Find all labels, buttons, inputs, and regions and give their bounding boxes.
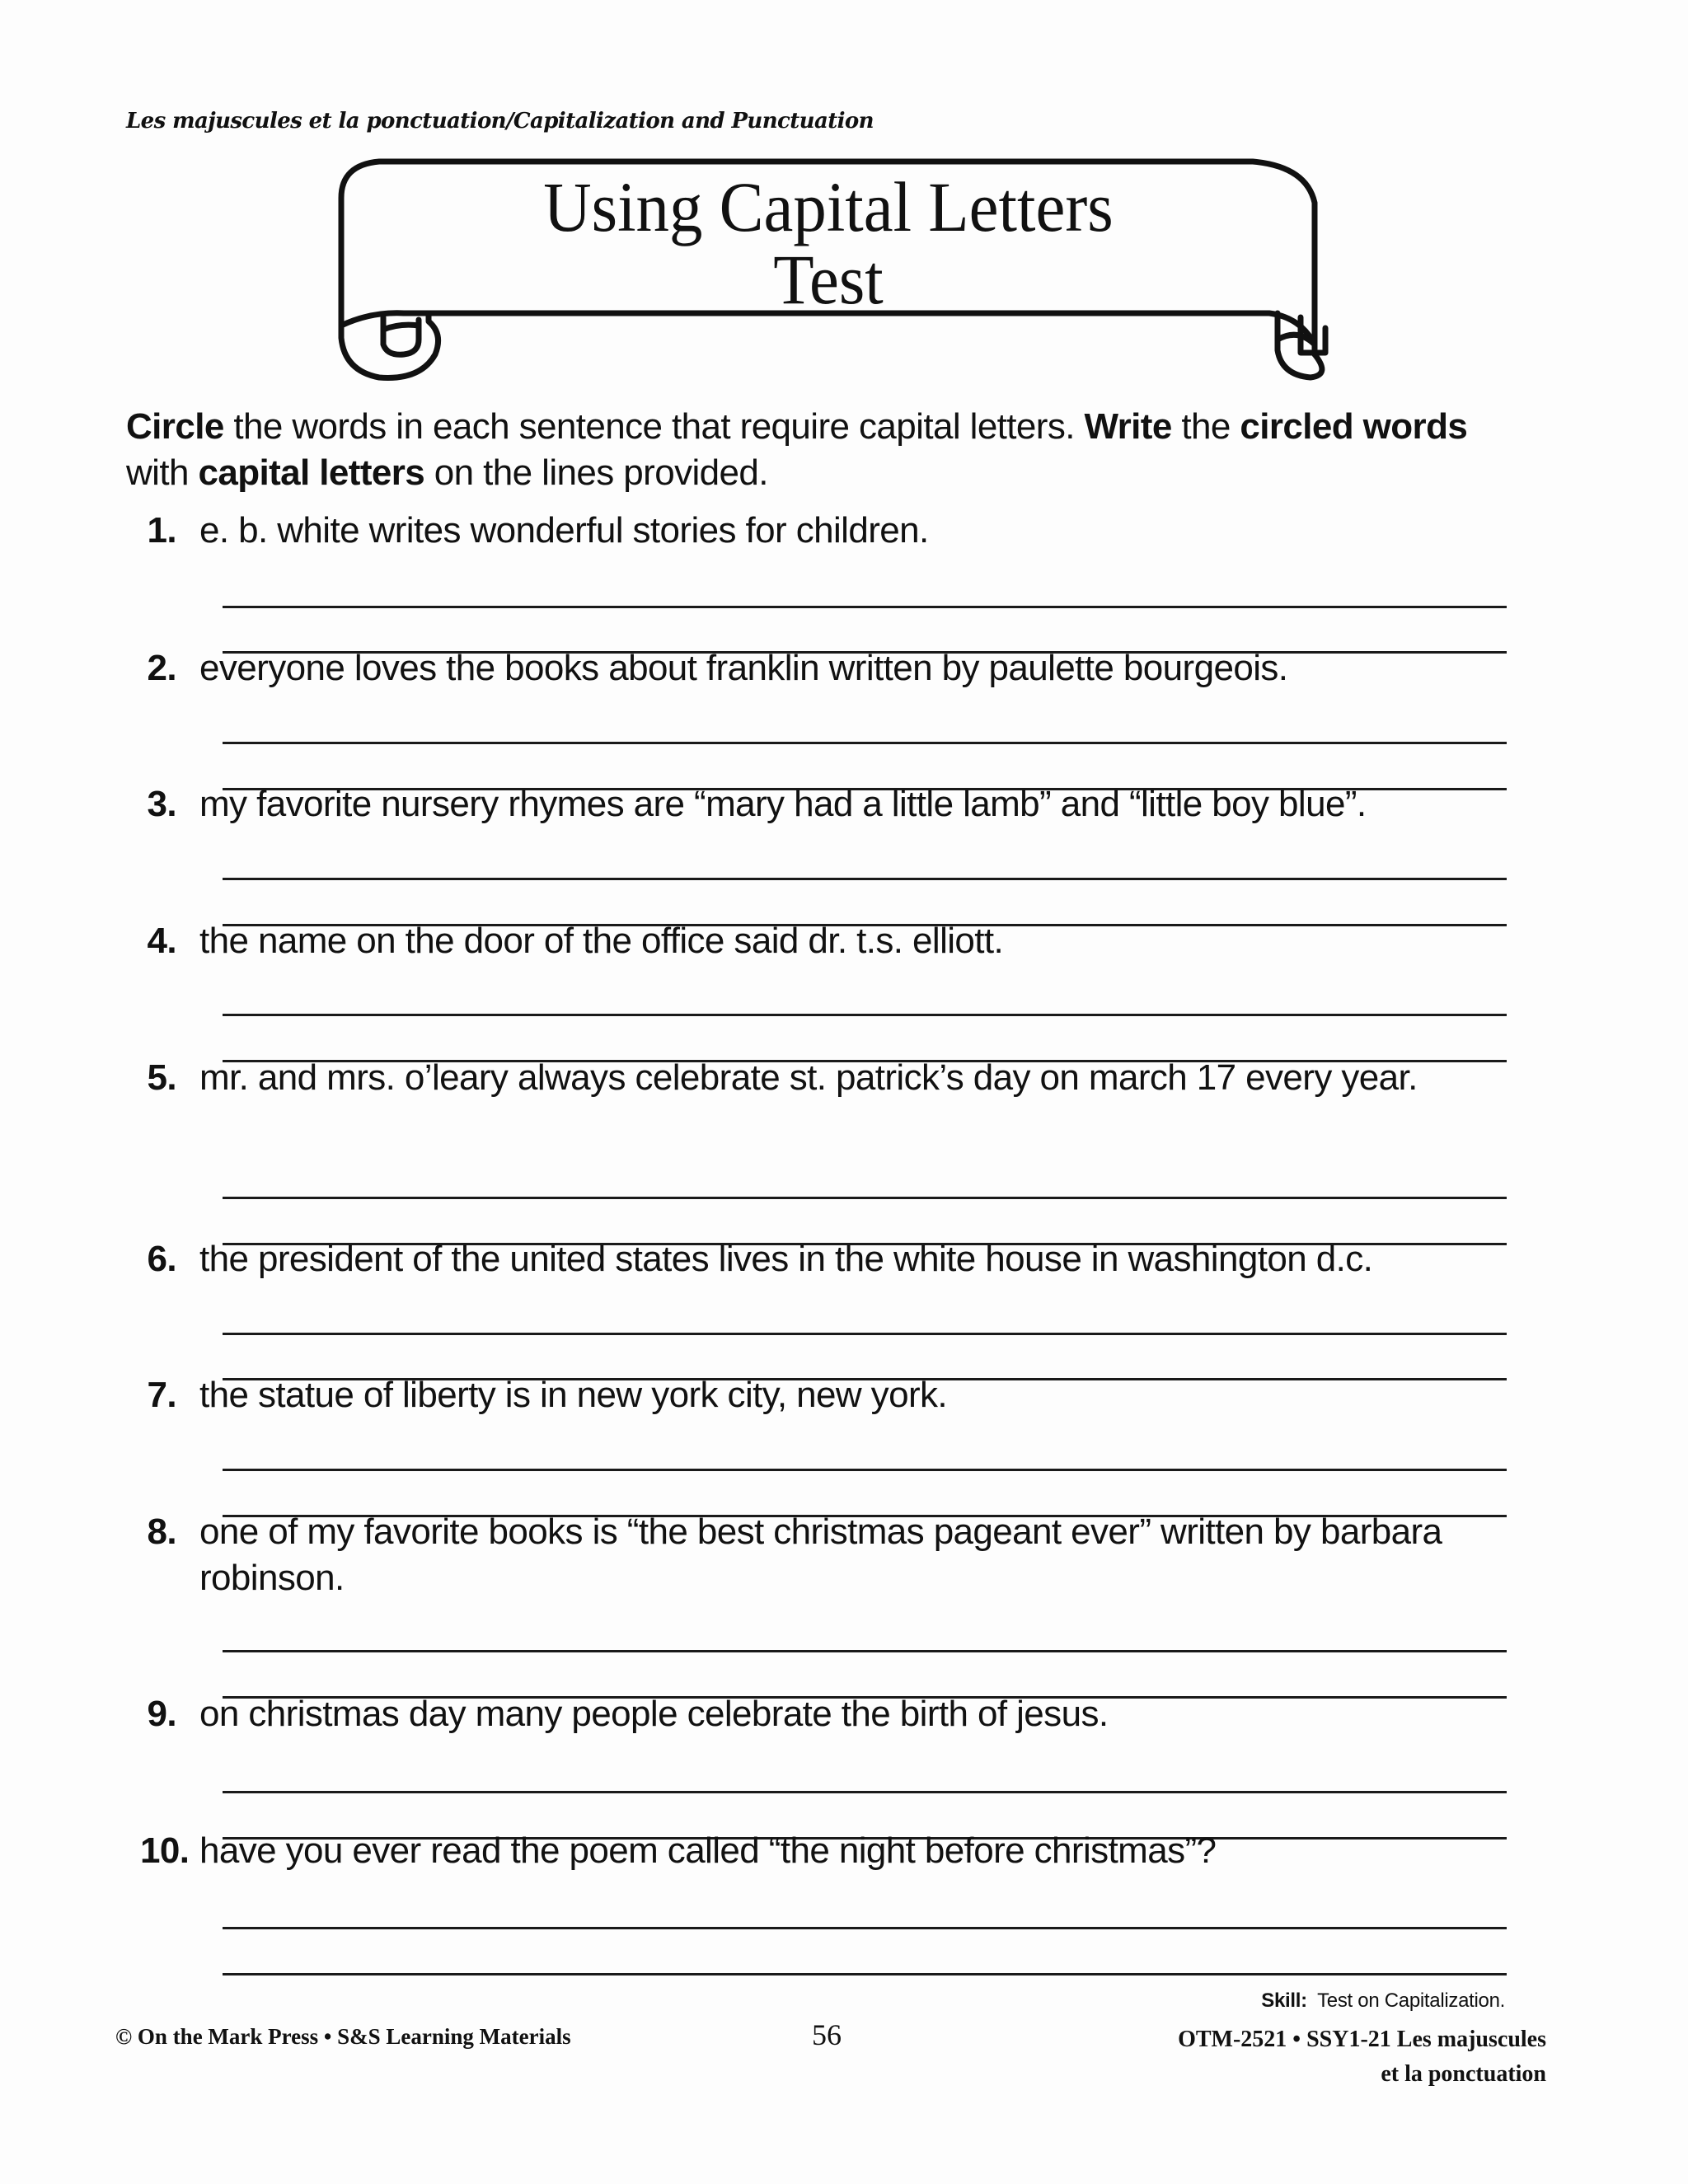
question-text: have you ever read the poem called “the night before christmas”? xyxy=(199,1830,1217,1871)
instruction-text: the xyxy=(1171,406,1240,447)
answer-line[interactable] xyxy=(223,1469,1507,1471)
instruction-emphasis: capital letters xyxy=(198,452,425,493)
question-number: 3. xyxy=(147,784,176,824)
skill-note xyxy=(1261,1990,1505,2013)
question-number: 6. xyxy=(147,1239,176,1279)
skill-value: Test on Capitalization. xyxy=(1306,1990,1505,2012)
question-text: everyone loves the books about franklin written by paulette bourgeois. xyxy=(199,648,1288,688)
question-text: on christmas day many people celebrate the birth of jesus. xyxy=(199,1694,1109,1734)
answer-line[interactable] xyxy=(223,1973,1507,1975)
answer-line[interactable] xyxy=(223,1650,1507,1652)
question-text: the president of the united states lives in the white house in washington d.c. xyxy=(199,1239,1373,1279)
worksheet-title: Using Capital Letters xyxy=(543,167,1114,246)
question-number: 4. xyxy=(147,921,176,961)
question-number: 10. xyxy=(140,1830,190,1871)
skill-label: Skill: xyxy=(1261,1990,1307,2012)
answer-line[interactable] xyxy=(223,1791,1507,1793)
answer-line[interactable] xyxy=(223,742,1507,744)
instruction-emphasis: Circle xyxy=(126,406,224,447)
question-number: 2. xyxy=(147,648,176,688)
worksheet-subtitle: Test xyxy=(773,240,884,319)
question-number: 9. xyxy=(147,1694,176,1734)
question-text: the statue of liberty is in new york city, new york. xyxy=(199,1375,948,1415)
question-text: the name on the door of the office said dr. t.s. elliott. xyxy=(199,921,1004,961)
instruction-text: the words in each sentence that require capital letters. xyxy=(223,406,1085,447)
question-number: 1. xyxy=(147,510,176,551)
question-number: 8. xyxy=(147,1511,176,1552)
answer-line[interactable] xyxy=(223,1197,1507,1199)
question-number: 7. xyxy=(147,1375,176,1415)
page-number: 56 xyxy=(812,2018,842,2051)
instructions xyxy=(126,404,1511,496)
question-number: 5. xyxy=(147,1057,176,1098)
question-text: my favorite nursery rhymes are “mary had a little lamb” and “little boy blue”. xyxy=(199,784,1367,824)
product-code-line2: et la ponctuation xyxy=(1381,2061,1546,2087)
question-text: e. b. white writes wonderful stories for children. xyxy=(199,510,929,551)
instruction-text: with xyxy=(126,452,199,493)
answer-line[interactable] xyxy=(223,878,1507,880)
running-head: Les majuscules et la ponctuation/Capitalization and Punctuation xyxy=(126,109,874,134)
copyright-notice: © On the Mark Press • S&S Learning Materials xyxy=(115,2024,571,2049)
product-code-line1: OTM-2521 • SSY1-21 Les majuscules xyxy=(1178,2027,1546,2052)
answer-line[interactable] xyxy=(223,1333,1507,1335)
product-code xyxy=(1178,2022,1546,2092)
instruction-text: on the lines provided. xyxy=(424,452,768,493)
instruction-emphasis: circled words xyxy=(1240,406,1468,447)
answer-line[interactable] xyxy=(223,1927,1507,1929)
answer-line[interactable] xyxy=(223,1014,1507,1016)
question-text: mr. and mrs. o’leary always celebrate st. patrick’s day on march 17 every year. xyxy=(199,1057,1418,1098)
answer-line[interactable] xyxy=(223,606,1507,608)
question-text: one of my favorite books is “the best christmas pageant ever” written by barbara robinson. xyxy=(199,1511,1442,1598)
instruction-emphasis: Write xyxy=(1084,406,1172,447)
